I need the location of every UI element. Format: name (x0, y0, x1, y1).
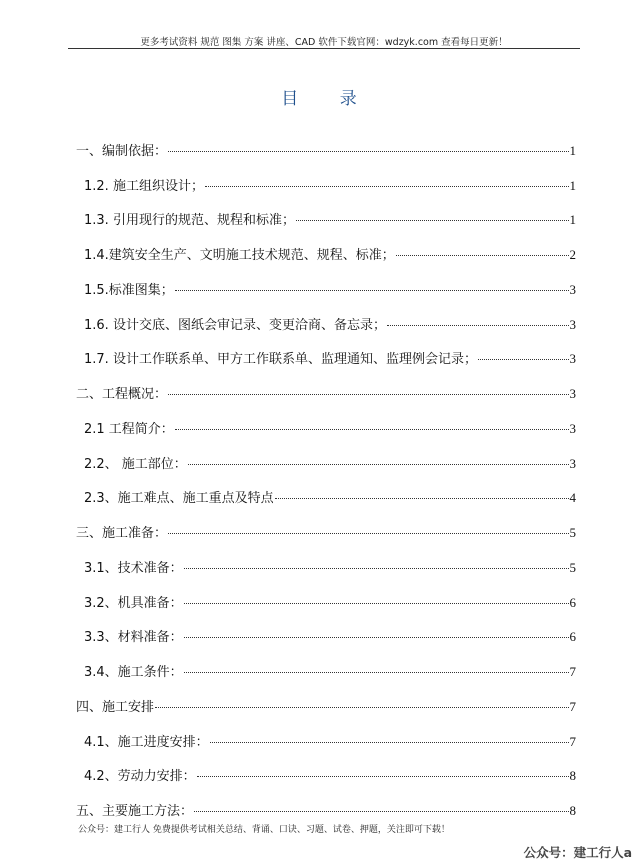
toc-entry-label: 1.5.标准图集； (84, 283, 174, 298)
toc-entry-2[interactable] (76, 383, 576, 403)
toc-entry-page: 7 (569, 699, 576, 714)
toc-entry-label: 四、施工安排 (76, 700, 155, 715)
toc-entry-label: 1.7. 设计工作联系单、甲方工作联系单、监理通知、监理例会记录； (84, 352, 477, 367)
footer-promo-text: 公众号：建工行人 免费提供考试相关总结、背诵、口诀、习题、试卷、押题，关注即可下载！ (78, 825, 450, 835)
toc-entry-3-3[interactable] (84, 626, 576, 646)
toc-entry-4[interactable] (76, 696, 576, 716)
dot-leader (296, 220, 569, 221)
toc-entry-1-4[interactable] (84, 244, 576, 264)
toc-entry-page: 7 (569, 664, 576, 679)
toc-entry-1-5[interactable] (84, 279, 576, 299)
dot-leader (396, 255, 569, 256)
toc-entry-page: 3 (569, 456, 576, 471)
toc-entry-page: 7 (569, 734, 576, 749)
toc-entry-page: 6 (569, 629, 576, 644)
toc-entry-page: 3 (569, 317, 576, 332)
toc-entry-3[interactable] (76, 522, 576, 542)
toc-entry-page: 6 (569, 595, 576, 610)
toc-entry-1[interactable] (76, 140, 576, 160)
dot-leader (155, 707, 568, 708)
dot-leader (210, 742, 569, 743)
toc-entry-label: 2.3、施工难点、施工重点及特点 (84, 491, 274, 506)
toc-entry-page: 2 (569, 247, 576, 262)
toc-entry-page: 5 (569, 525, 576, 540)
toc-entry-3-1[interactable] (84, 557, 576, 577)
toc-entry-label: 2.1 工程简介： (84, 422, 174, 437)
toc-entry-label: 3.2、机具准备： (84, 596, 183, 611)
toc-entry-5[interactable] (76, 800, 576, 820)
toc-entry-3-4[interactable] (84, 661, 576, 681)
toc-entry-label: 3.3、材料准备： (84, 630, 183, 645)
toc-entry-page: 3 (569, 282, 576, 297)
toc-entry-label: 4.1、施工进度安排： (84, 735, 209, 750)
toc-entry-page: 1 (569, 143, 576, 158)
toc-entry-1-3[interactable] (84, 209, 576, 229)
toc-entry-2-3[interactable] (84, 487, 576, 507)
dot-leader (168, 394, 568, 395)
toc-entry-label: 1.3. 引用现行的规范、规程和标准； (84, 213, 295, 228)
toc-entry-label: 2.2、 施工部位： (84, 457, 187, 472)
toc-entry-3-2[interactable] (84, 592, 576, 612)
dot-leader (184, 568, 569, 569)
toc-entry-label: 三、施工准备： (76, 526, 168, 541)
dot-leader (184, 603, 569, 604)
toc-title: 目 录 (281, 89, 375, 109)
dot-leader (188, 464, 569, 465)
toc-entry-1-6[interactable] (84, 314, 576, 334)
toc-entry-page: 5 (569, 560, 576, 575)
dot-leader (194, 811, 568, 812)
toc-entry-4-1[interactable] (84, 731, 576, 751)
toc-entry-label: 一、编制依据： (76, 144, 168, 159)
dot-leader (387, 325, 569, 326)
watermark-text: 公众号：建工行人a (523, 845, 632, 860)
toc-entry-label: 3.4、施工条件： (84, 665, 183, 680)
toc-entry-page: 1 (569, 178, 576, 193)
toc-entry-label: 五、主要施工方法： (76, 804, 194, 819)
toc-entry-1-7[interactable] (84, 348, 576, 368)
toc-entry-page: 3 (569, 351, 576, 366)
toc-entry-label: 二、工程概况： (76, 387, 168, 402)
toc-entry-2-2[interactable] (84, 453, 576, 473)
dot-leader (168, 151, 568, 152)
toc-entry-page: 1 (569, 212, 576, 227)
toc-entry-label: 1.2. 施工组织设计； (84, 179, 204, 194)
toc-entry-page: 4 (569, 490, 576, 505)
toc-entry-page: 8 (569, 768, 576, 783)
dot-leader (184, 637, 569, 638)
dot-leader (478, 359, 569, 360)
toc-entry-page: 8 (569, 803, 576, 818)
toc-entry-label: 3.1、技术准备： (84, 561, 183, 576)
dot-leader (175, 429, 569, 430)
toc-entry-page: 3 (569, 386, 576, 401)
dot-leader (175, 290, 569, 291)
toc-entry-2-1[interactable] (84, 418, 576, 438)
toc-entry-page: 3 (569, 421, 576, 436)
dot-leader (205, 186, 569, 187)
dot-leader (168, 533, 568, 534)
toc-entry-label: 1.6. 设计交底、图纸会审记录、变更洽商、备忘录； (84, 318, 386, 333)
toc-entry-1-2[interactable] (84, 175, 576, 195)
toc-entry-4-2[interactable] (84, 765, 576, 785)
toc-entry-label: 4.2、劳动力安排： (84, 769, 196, 784)
dot-leader (197, 776, 569, 777)
dot-leader (184, 672, 569, 673)
page-header-text: 更多考试资料 规范 图集 方案 讲座、CAD 软件下载官网：wdzyk.com 查看每日更新！ (140, 37, 508, 48)
dot-leader (275, 498, 569, 499)
toc-entry-label: 1.4.建筑安全生产、文明施工技术规范、规程、标准； (84, 248, 395, 263)
